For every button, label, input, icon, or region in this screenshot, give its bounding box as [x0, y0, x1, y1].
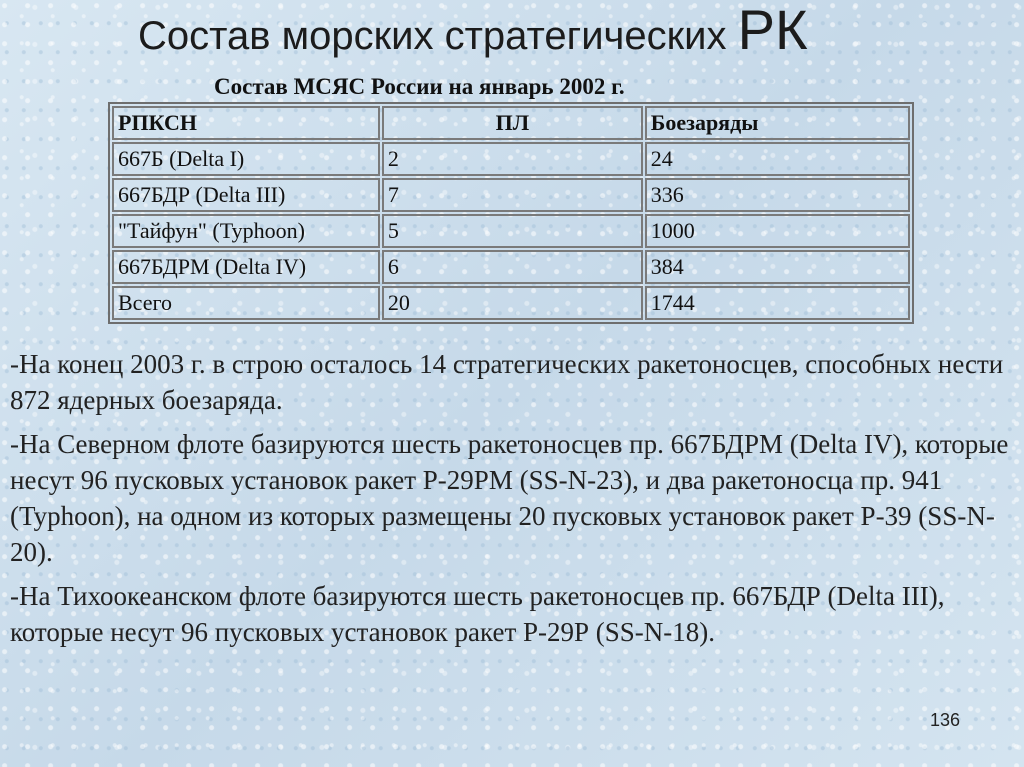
table-cell-rpksn: 667Б (Delta I): [112, 142, 380, 176]
table-cell-pl: 2: [382, 142, 643, 176]
table-cell-warheads: 1744: [645, 286, 910, 320]
slide-title: [138, 0, 808, 61]
table-cell-warheads: 1000: [645, 214, 910, 248]
table-cell-warheads: 336: [645, 178, 910, 212]
table-row: [112, 142, 910, 176]
table-header-row: [112, 106, 910, 140]
table-cell-pl: 6: [382, 250, 643, 284]
column-header-pl: ПЛ: [382, 106, 643, 140]
table-cell-warheads: 384: [645, 250, 910, 284]
paragraph-northern-fleet: -На Северном флоте базируются шесть ракетоносцев пр. 667БДРМ (Delta IV), которые несут 96 пусковых установок ракет Р-29РМ (SS-N-23), и два ракетоносца пр. 941 (Typhoon), на одном из которых размещены 20 пусковых установок ракет Р-39 (SS-N-20).: [10, 429, 1009, 567]
table-cell-rpksn: Всего: [112, 286, 380, 320]
table-cell-pl: 5: [382, 214, 643, 248]
column-header-rpksn: РПКСН: [112, 106, 380, 140]
paragraph-pacific-fleet: -На Тихоокеанском флоте базируются шесть ракетоносцев пр. 667БДР (Delta III), которые несут 96 пусковых установок ракет Р-29Р (SS-N-18).: [10, 581, 945, 647]
table-row: [112, 250, 910, 284]
table-cell-rpksn: "Тайфун" (Typhoon): [112, 214, 380, 248]
table-caption: Состав МСЯС России на январь 2002 г.: [214, 74, 625, 99]
table-cell-pl: 7: [382, 178, 643, 212]
page-number: 136: [930, 710, 961, 730]
body-text: [10, 346, 1010, 658]
table-cell-pl: 20: [382, 286, 643, 320]
slide-title-abbrev: РК: [737, 0, 808, 61]
column-header-warheads: Боезаряды: [645, 106, 910, 140]
table-cell-rpksn: 667БДРМ (Delta IV): [112, 250, 380, 284]
table-row: [112, 214, 910, 248]
slide-title-main: Состав морских стратегических: [138, 14, 738, 58]
table-row: [112, 178, 910, 212]
forces-table: [108, 102, 914, 324]
paragraph-2003-status: -На конец 2003 г. в строю осталось 14 стратегических ракетоносцев, способных нести 872 ядерных боезаряда.: [10, 349, 1004, 415]
table-cell-warheads: 24: [645, 142, 910, 176]
table-row-total: [112, 286, 910, 320]
table-cell-rpksn: 667БДР (Delta III): [112, 178, 380, 212]
